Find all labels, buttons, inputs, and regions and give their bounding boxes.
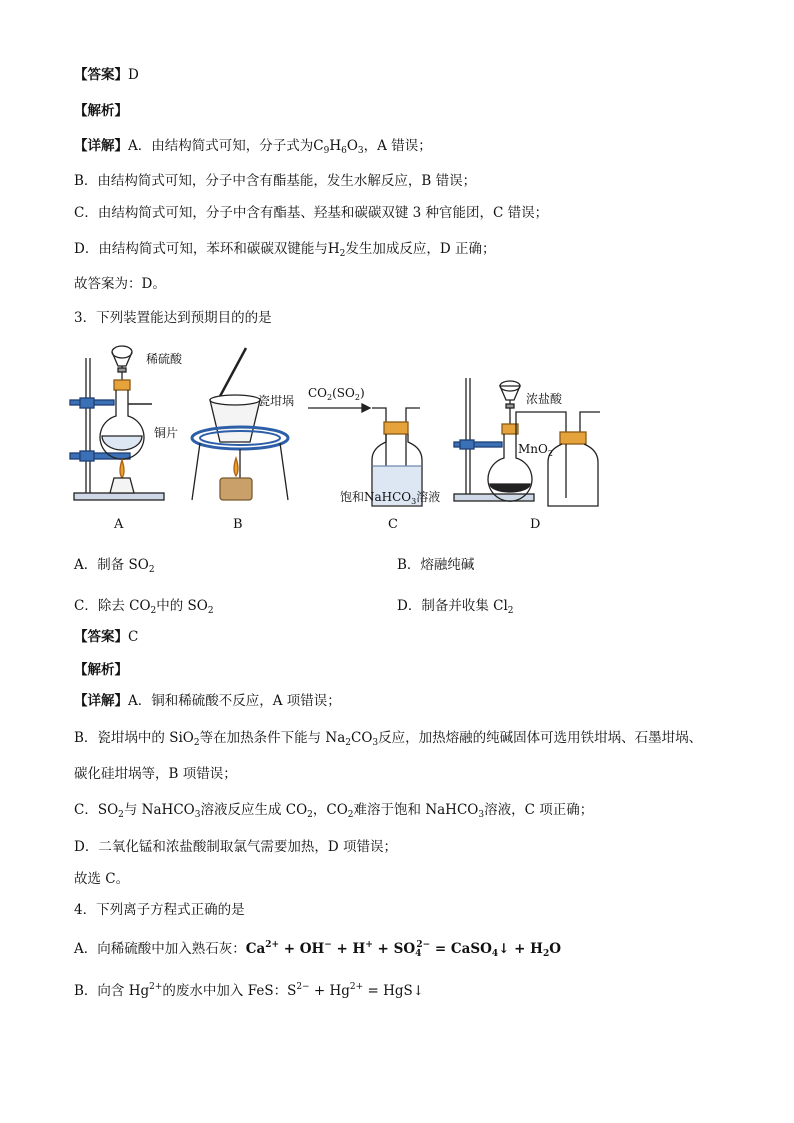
detail-line-d: D．由结构简式可知，苯环和碳碳双键能与$H_2$发生加成反应，D 正确；	[74, 241, 496, 259]
option-b: B．熔融纯碱	[397, 557, 475, 573]
conclusion-line-q3: 故选 C。	[74, 871, 130, 887]
detail-line-b: B．由结构简式可知，分子中含有酯基能，发生水解反应，B 错误；	[74, 173, 477, 189]
detail-tag: 【详解】	[74, 138, 128, 154]
caption-b: B	[233, 517, 243, 532]
detail-line-c-q3: C．$SO_2$与 NaHCO$_3$溶液反应生成 $CO_2$，$CO_2$难溶于饱和 NaHCO$_3$溶液，C 项正确；	[74, 802, 594, 820]
label-mno2: MnO$_2$	[518, 442, 553, 458]
answer-line-q3: 【答案】C	[74, 629, 139, 645]
option-a: A．制备 $SO_2$	[74, 557, 155, 575]
caption-d: D	[530, 517, 541, 532]
caption-c: C	[388, 517, 398, 532]
answer-tag: 【答案】	[74, 67, 128, 83]
label-gas-mixture: $CO_2(SO_2)$	[308, 386, 365, 402]
answer-value: D	[128, 67, 139, 83]
detail-line-a: 【详解】A．由结构简式可知，分子式为$C_9H_6O_3$，A 错误；	[74, 138, 432, 156]
apparatus-b	[192, 348, 288, 500]
detail-line-b2-q3: 碳化硅坩埚等，B 项错误；	[74, 766, 237, 782]
question-4-stem: 4．下列离子方程式正确的是	[74, 902, 245, 918]
option-c: C．除去 $CO_2$中的 $SO_2$	[74, 598, 214, 616]
analysis-tag-q3: 【解析】	[74, 662, 128, 678]
label-dilute-sulfuric-acid: 稀硫酸	[146, 352, 183, 366]
detail-line-a-q3: 【详解】A．铜和稀硫酸不反应，A 项错误；	[74, 693, 341, 709]
label-conc-hydrochloric-acid: 浓盐酸	[526, 392, 563, 406]
question-3-stem: 3．下列装置能达到预期目的的是	[74, 310, 272, 326]
apparatus-a	[70, 346, 164, 500]
detail-line-d-q3: D．二氧化锰和浓盐酸制取氯气需要加热，D 项错误；	[74, 839, 397, 855]
apparatus-figure	[60, 338, 620, 538]
option-d: D．制备并收集 $Cl_2$	[397, 598, 514, 616]
q4-option-a: A．向稀硫酸中加入熟石灰：$Ca^{2+} + OH^- + H^+ + SO_4^{2-}$ = CaSO$_4$↓ + $H_2O$	[74, 940, 561, 959]
detail-line-c: C．由结构简式可知，分子中含有酯基、羟基和碳碳双键 3 种官能团，C 错误；	[74, 205, 549, 221]
label-saturated-nahco3: 饱和NaHCO$_3$溶液	[340, 490, 441, 506]
caption-a: A	[114, 517, 124, 532]
label-copper-sheet: 铜片	[154, 426, 179, 440]
label-porcelain-crucible: 瓷坩埚	[258, 394, 295, 408]
detail-line-b1-q3: B．瓷坩埚中的 SiO$_2$等在加热条件下能与 $Na_2CO_3$反应，加热熔融的纯碱固体可选用铁坩埚、石墨坩埚、	[74, 730, 703, 748]
answer-line	[74, 66, 139, 84]
q4-option-b: B．向含 $Hg^{2+}$的废水中加入 FeS：$S^{2-} + Hg^{2+}$ = HgS↓	[74, 982, 425, 999]
conclusion-line: 故答案为：D。	[74, 276, 166, 292]
analysis-tag: 【解析】	[74, 103, 128, 119]
